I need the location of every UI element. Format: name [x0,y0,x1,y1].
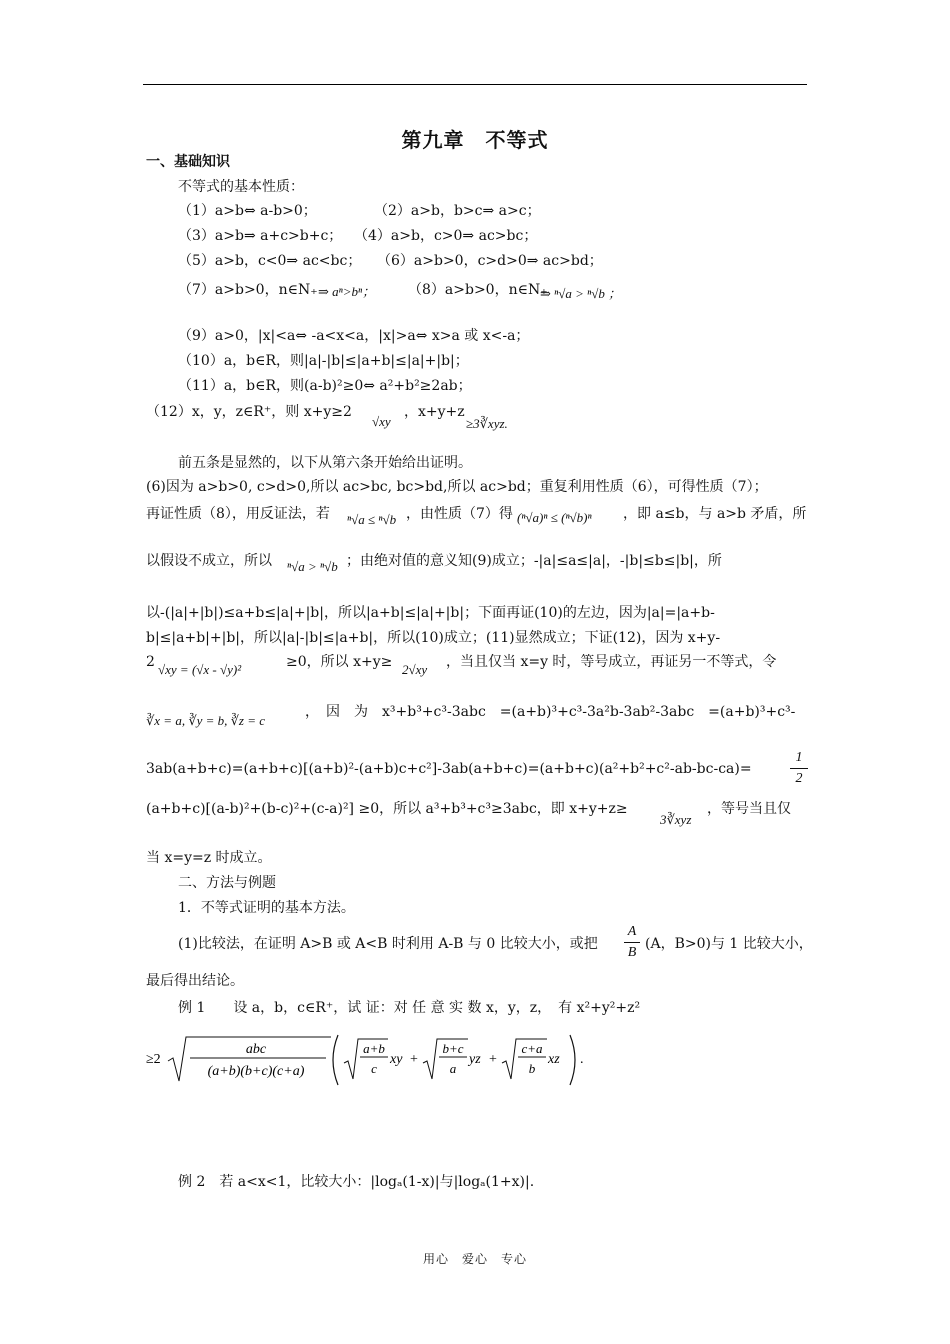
proof-line-10a: (a+b+c)[(a-b)²+(b-c)²+(c-a)²] ≥0，所以 a³+b³+c³≥3abc，即 x+y+z≥ [146,801,628,817]
term-2-denominator: a [449,1061,457,1076]
proof-line-10-math: 3∛xyz [660,812,692,827]
proof-line-4a: 以假设不成立，所以 [146,553,272,569]
header-rule [143,84,807,85]
property-8-text: （8）a>b>0，n∈N₊ [408,282,548,298]
property-2: （2）a>b，b>c⇒ a>c； [374,203,541,219]
property-7-text: （7）a>b>0，n∈N₊ [178,282,318,298]
proof-line-7c: ，当且仅当 x=y 时，等号成立，再证另一不等式，令 [446,654,777,670]
page-title: 第九章 不等式 [401,128,549,152]
property-5: （5）a>b，c<0⇒ ac<bc； [178,253,362,269]
example-2-statement: 例 2 若 a<x<1，比较大小：|logₐ(1-x)|与|logₐ(1+x)|. [178,1174,535,1190]
fraction-bar [624,942,640,943]
proof-line-8: ， 因 为 x³+b³+c³-3abc =(a+b)³+c³-3a²b-3ab²-3abc =(a+b)³+c³- [305,704,796,720]
fraction-bar [790,768,808,769]
a-over-b-fraction [624,924,640,961]
proof-line-7b: ≥0，所以 x+y≥ [286,654,393,670]
property-8-math: ⇒ ⁿ√a > ⁿ√b ； [540,286,622,301]
proof-line-2: (6)因为 a>b>0, c>d>0,所以 ac>bc, bc>bd,所以 ac>bd；重复利用性质（6），可得性质（7）； [146,479,768,495]
proof-line-6: b|≤|a+b|+|b|，所以|a|-|b|≤|a+b|，所以(10)成立；(11)显然成立；下证(12)，因为 x+y- [146,630,721,646]
property-1: （1）a>b⇔ a-b>0； [178,203,317,219]
fraction-denominator-b: B [627,945,637,960]
one-half-numerator: 1 [795,750,803,765]
term-2-numerator: b+c [442,1041,464,1056]
one-half-fraction [790,750,808,787]
proof-line-8-math: ∛x = a, ∛y = b, ∛z = c [146,713,266,728]
proof-line-3c: ，即 a≤b，与 a>b 矛盾，所 [623,506,807,522]
proof-line-3-math-1: ⁿ√a ≤ ⁿ√b [347,512,397,527]
proof-line-7-math-1: √xy = (√x - √y)² [158,662,242,677]
plus-sign-1: + [410,1052,418,1067]
radical-numerator: abc [245,1042,267,1057]
term-3-numerator: c+a [521,1041,543,1056]
term-3-denominator: b [528,1061,536,1076]
property-12-text-2: ，x+y+z [404,404,465,420]
property-12-text: （12）x，y，z∈R⁺，则 x+y≥2 [146,404,352,420]
proof-line-5: 以-(|a|+|b|)≤a+b≤|a|+|b|，所以|a+b|≤|a|+|b|；下面再证(10)的左边，因为|a|=|a+b- [146,605,715,621]
property-12-math-1: √xy [372,414,391,429]
term-1-variables: xy [390,1052,403,1067]
proof-line-4-math: ⁿ√a > ⁿ√b [287,559,338,574]
proof-line-3b: ，由性质（7）得 [406,506,513,522]
term-1-numerator: a+b [363,1041,385,1056]
property-3: （3）a>b⇒ a+c>b+c； [178,228,343,244]
proof-line-10b: ，等号当且仅 [707,801,791,817]
term-1-denominator: c [371,1061,377,1076]
proof-line-7-math-2: 2√xy [402,662,428,677]
page-footer: 用心 爱心 专心 [422,1252,527,1266]
example-1-formula [146,1033,606,1092]
section-heading-basics: 一、基础知识 [146,154,230,170]
property-11: （11）a，b∈R，则(a-b)²≥0⇔ a²+b²≥2ab； [178,378,472,394]
method-1-text-c: 最后得出结论。 [146,973,244,989]
example-1-statement: 例 1 设 a，b，c∈R⁺，试 证：对 任 意 实 数 x，y，z， 有 x²+y²+z² [178,1000,641,1016]
property-7-math: ⇒ aⁿ>bⁿ； [318,284,376,299]
method-1-text-a: (1)比较法，在证明 A>B 或 A<B 时利用 A-B 与 0 比较大小，或把 [178,936,598,952]
left-paren [333,1035,338,1085]
property-4: （4）a>b，c>0⇒ ac>bc； [354,228,538,244]
proof-line-3a: 再证性质（8），用反证法，若 [146,506,330,522]
fraction-numerator-a: A [627,924,637,939]
subsection-basic-methods: 1．不等式证明的基本方法。 [178,900,355,916]
term-2-variables: yz [469,1052,481,1067]
example-1-formula-graphic [146,1033,606,1087]
right-paren [570,1035,575,1085]
properties-intro: 不等式的基本性质： [178,179,304,195]
section-heading-methods: 二、方法与例题 [178,875,276,891]
period: . [580,1052,584,1067]
property-10: （10）a，b∈R，则|a|-|b|≤|a+b|≤|a|+|b|； [178,353,469,369]
geq-two: ≥2 [146,1052,161,1067]
proof-line-4b: ；由绝对值的意义知(9)成立；-|a|≤a≤|a|，-|b|≤b≤|b|，所 [346,553,722,569]
one-half-denominator: 2 [795,771,803,786]
property-12-math-2: ≥3∛xyz. [466,416,508,431]
property-9: （9）a>0，|x|<a⇔ -a<x<a，|x|>a⇔ x>a 或 x<-a； [178,328,530,344]
radical-denominator: (a+b)(b+c)(c+a) [207,1064,305,1079]
proof-line-11: 当 x=y=z 时成立。 [146,850,272,866]
method-1-text-b: (A，B>0)与 1 比较大小， [645,936,813,952]
proof-line-9: 3ab(a+b+c)=(a+b+c)[(a+b)²-(a+b)c+c²]-3ab(a+b+c)=(a+b+c)(a²+b²+c²-ab-bc-ca)= [146,761,752,777]
proof-line-1: 前五条是显然的，以下从第六条开始给出证明。 [178,455,472,471]
proof-line-7a: 2 [146,654,155,670]
plus-sign-2: + [489,1052,497,1067]
proof-line-3-math-2: (ⁿ√a)ⁿ ≤ (ⁿ√b)ⁿ [517,510,592,525]
property-6: （6）a>b>0，c>d>0⇒ ac>bd； [377,253,603,269]
term-3-variables: xz [548,1052,560,1067]
